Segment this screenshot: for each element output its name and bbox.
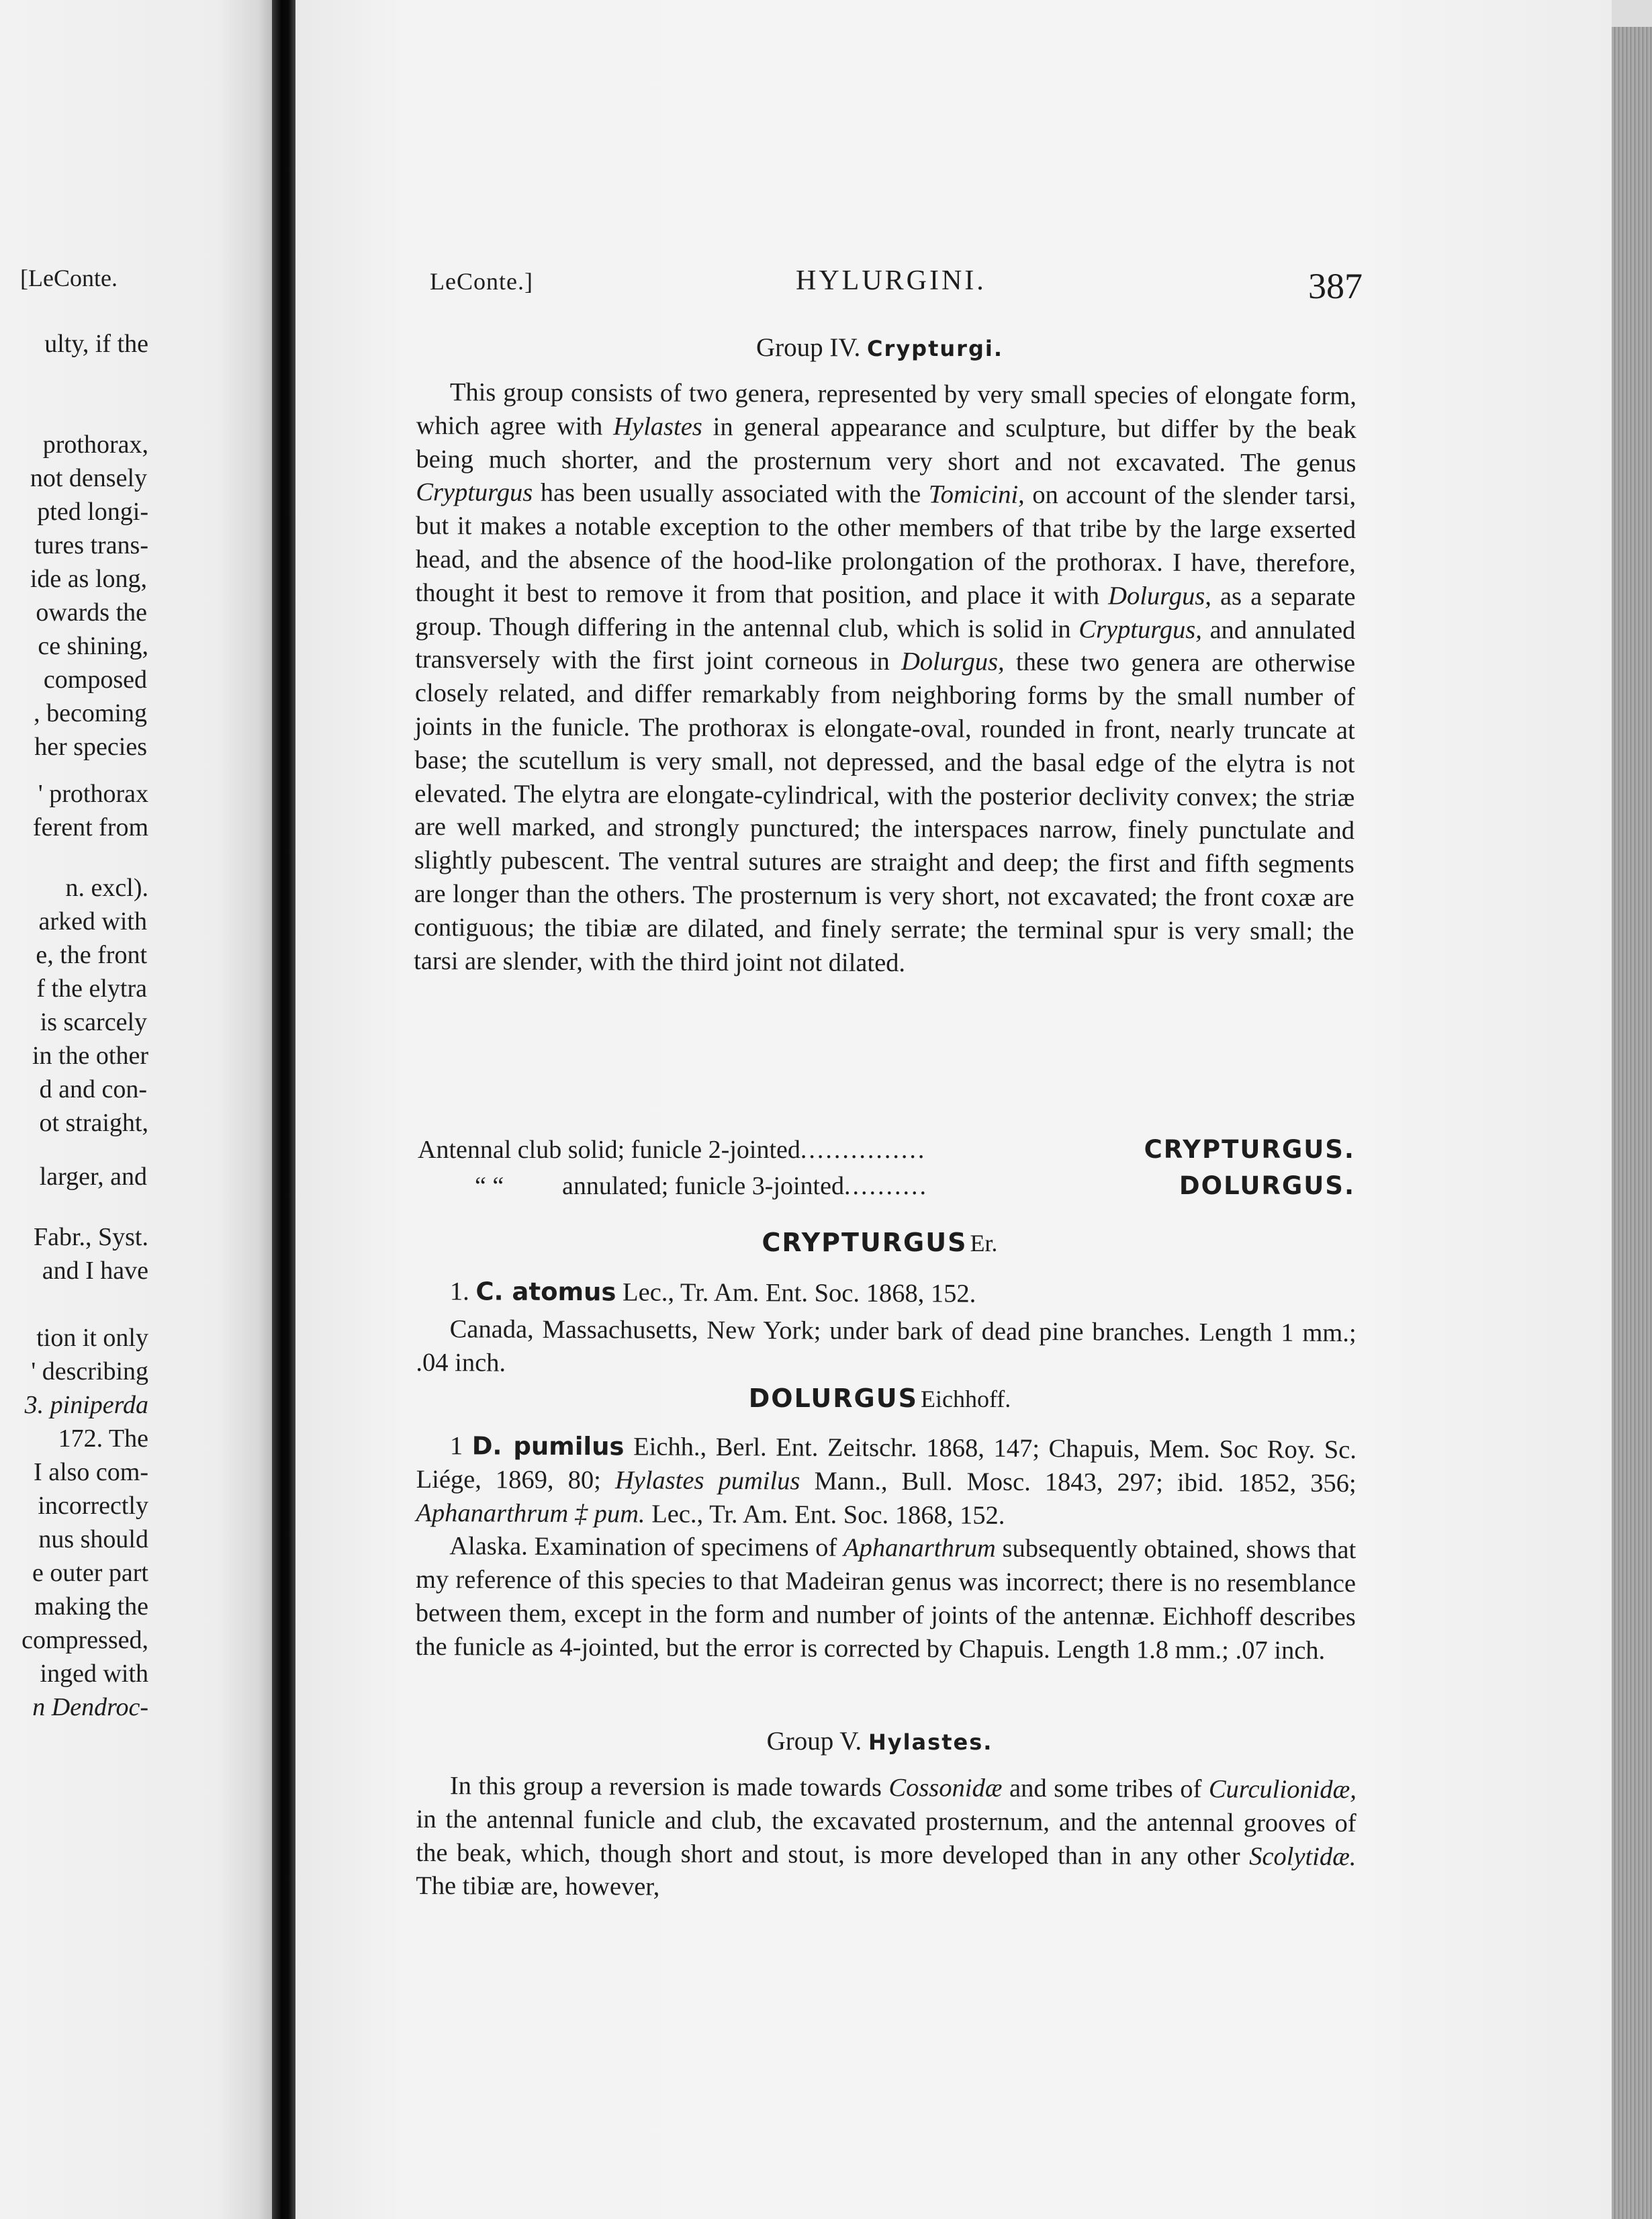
left-page-line: n Dendroc- [32, 1693, 148, 1721]
left-page-line: in the other [32, 1042, 148, 1070]
key-row-dolurgus: “ “ annulated; funicle 3-jointed .......... DOLURGUS. [475, 1171, 1355, 1200]
crypturgus-heading: CRYPTURGUS Er. [762, 1228, 998, 1257]
left-page-line: her species [34, 733, 147, 761]
left-page-line: not densely [30, 464, 147, 492]
dolurgus-entry: 1 D. pumilus Eichh., Berl. Ent. Zeitschr. 1868, 147; Chapuis, Mem. Soc Roy. Sc. Liége, 1869, 80; Hylastes pumilus Mann., Bull. Mosc. 1843, 297; ibid. 1852, 356; Aphanarthrum ‡ pum. Lec., Tr. Am. Ent. Soc. 1868, 152. Alaska. Examination of specimens of Aphanarthrum subsequently obtained, shows that my reference of this species to that Madeiran genus was incorrect; there is no resemblance between them, except in the form and number of joints of the antennæ. Eichhoff describes the funicle as 4-jointed, but the error is corrected by Chapuis. Length 1.8 mm.; .07 inch. [415, 1431, 1357, 1665]
left-page-line: incorrectly [38, 1492, 148, 1520]
left-page-line: inged with [40, 1660, 148, 1688]
left-page-line: nus should [38, 1525, 148, 1553]
crypturgus-entry: 1. C. atomus Lec., Tr. Am. Ent. Soc. 1868, 152. Canada, Massachusetts, New York; under bark of dead pine branches. Length 1 mm.; .04 inch. [416, 1277, 1357, 1377]
group4-name: Crypturgi. [867, 336, 1003, 361]
left-page-line: e outer part [32, 1559, 148, 1587]
running-head-author: LeConte.] [430, 268, 533, 295]
left-page-line: 172. The [58, 1424, 148, 1453]
left-page-line: , becoming [34, 699, 147, 727]
left-page-line: is scarcely [40, 1008, 147, 1036]
left-page-line: composed [43, 666, 147, 694]
left-page-line: tures trans- [34, 531, 148, 559]
left-page-line: owards the [36, 598, 147, 627]
page-number: 387 [1308, 266, 1363, 306]
species-name: D. pumilus [471, 1431, 625, 1461]
left-page-line: ide as long, [30, 565, 147, 593]
group5-name: Hylastes. [868, 1729, 993, 1755]
book-binding [272, 0, 295, 2219]
left-page-line: larger, and [39, 1163, 147, 1191]
species-name: C. atomus [475, 1277, 616, 1307]
left-page-line: tion it only [36, 1324, 148, 1352]
left-page-line: ot straight, [39, 1109, 148, 1137]
left-page-line: 3. piniperda [24, 1391, 148, 1419]
left-page-line: e, the front [36, 941, 147, 969]
group4-heading [403, 332, 1357, 363]
left-page-line: ce shining, [38, 632, 148, 660]
left-facing-page [0, 0, 272, 2219]
left-page-line: I also com- [34, 1458, 148, 1486]
dolurgus-heading: DOLURGUS Eichhoff. [748, 1384, 1011, 1413]
left-page-line: f the elytra [36, 975, 147, 1003]
left-page-line: making the [34, 1592, 148, 1621]
running-head-title: HYLURGINI. [796, 265, 986, 296]
left-page-line: compressed, [21, 1626, 148, 1654]
left-page-line: Fabr., Syst. [33, 1223, 148, 1251]
group5-heading [403, 1726, 1357, 1756]
left-page-line: arked with [38, 907, 147, 936]
page-edges [1612, 27, 1652, 2219]
left-page-line: n. excl). [65, 874, 148, 902]
left-page-line: ' describing [31, 1357, 148, 1386]
left-page-line: pted longi- [37, 498, 148, 526]
left-page-header: [LeConte. [20, 265, 118, 291]
left-page-line: ferent from [33, 813, 148, 842]
group4-paragraph: This group consists of two genera, represented by very small species of elongate form, which agree with Hylastes in general appearance and sculpture, but differ by the beak being much shorter, and the prosternum very short and not excavated. The genus Crypturgus has been usually associated with the Tomicini, on account of the slender tarsi, but it makes a notable exception to the other members of that tribe by the large exserted head, and the absence of the hood-like prolongation of the prothorax. I have, therefore, thought it best to remove it from that position, and place it with Dolurgus, as a separate group. Though differing in the antennal club, which is solid in Crypturgus, and annulated transversely with the first joint corneous in Dolurgus, these two genera are otherwise closely related, and differ remarkably from neighboring forms by the small number of joints in the funicle. The prothorax is elongate-oval, rounded in front, nearly truncate at base; the scutellum is very small, not depressed, and the basal edge of the elytra is not elevated. The elytra are elongate-cylindrical, with the posterior declivity convex; the striæ are well marked, and strongly punctured; the interspaces narrow, finely punctulate and slightly pubescent. The ventral sutures are straight and deep; the first and fifth segments are longer than the others. The prosternum is very short, not excavated; the front coxæ are contiguous; the tibiæ are dilated, and finely serrate; the terminal spur is very small; the tarsi are slender, with the third joint not dilated. [414, 378, 1357, 977]
group5-paragraph: In this group a reversion is made towards Cossonidæ and some tribes of Curculionidæ, in the antennal funicle and club, the excavated prosternum, and the antennal grooves of the beak, which, though short and stout, is more developed than in any other Scolytidæ. The tibiæ are, however, [416, 1772, 1357, 1901]
group4-label: Group IV. [756, 333, 861, 362]
key-row-crypturgus: Antennal club solid; funicle 2-jointed ............... CRYPTURGUS. [418, 1135, 1355, 1164]
left-page-line: d and con- [39, 1075, 147, 1103]
genus-key [418, 1135, 1355, 1208]
left-page-line: and I have [42, 1257, 148, 1285]
group5-label: Group V. [766, 1727, 862, 1756]
left-page-line: prothorax, [42, 431, 148, 459]
left-page-line: ' prothorax [38, 780, 148, 808]
left-page-line: ulty, if the [44, 330, 148, 358]
